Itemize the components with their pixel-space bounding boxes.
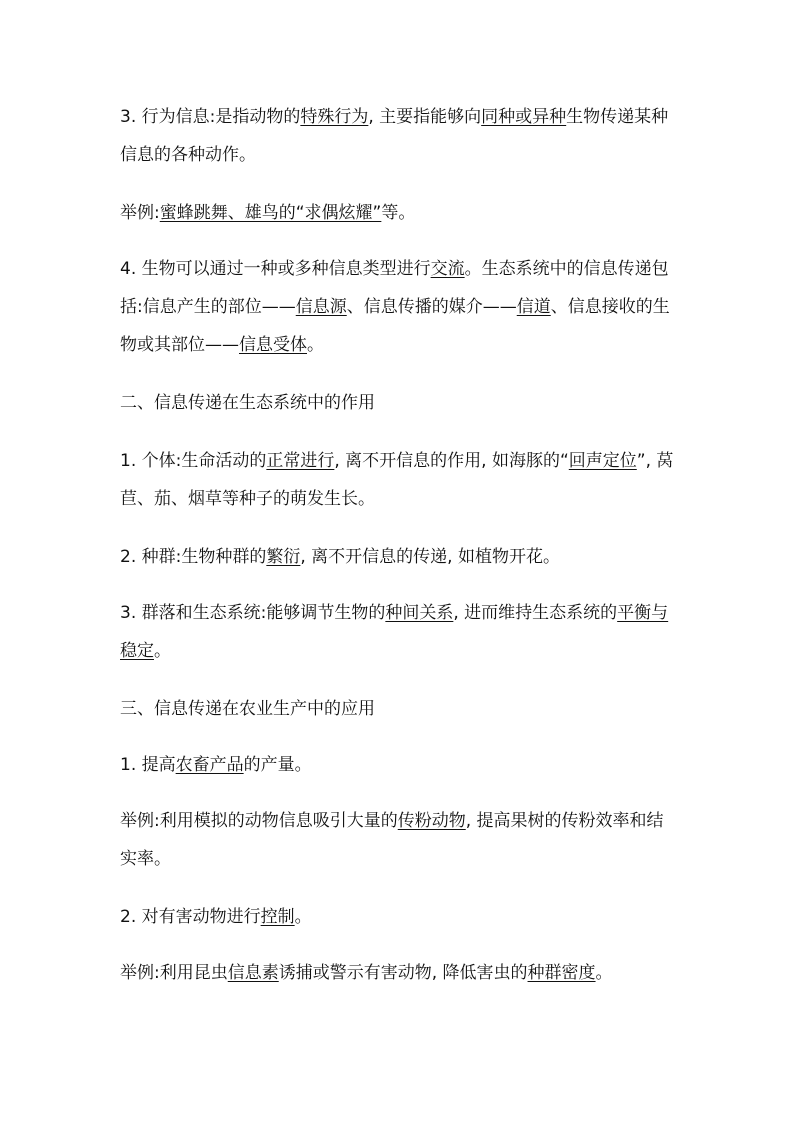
text: , 离不开信息的传递, 如植物开花。 <box>300 547 560 567</box>
underlined-text: 蜜蜂跳舞、雄鸟的“求偶炫耀” <box>159 203 382 223</box>
underlined-text: 种间关系 <box>385 603 454 623</box>
text: 、信息传播的媒介—— <box>346 297 517 317</box>
paragraph-pest-control <box>120 898 680 936</box>
underlined-text: 回声定位 <box>568 451 637 471</box>
underlined-text: 农畜产品 <box>175 755 244 775</box>
underlined-text: 平衡与稳定 <box>120 603 669 661</box>
text: 举例: <box>120 203 160 223</box>
underlined-text: 控制 <box>260 907 295 927</box>
underlined-text: 同种或异种 <box>481 107 567 127</box>
text: 2. 对有害动物进行 <box>120 907 261 927</box>
text: 。 <box>307 335 324 355</box>
text: 2. 种群:生物种群的 <box>120 547 267 567</box>
underlined-text: 信道 <box>516 297 551 317</box>
text: 。 <box>294 907 312 927</box>
text: 3. 行为信息:是指动物的 <box>120 107 301 127</box>
underlined-text: 种群密度 <box>527 963 596 983</box>
text: 1. 个体:生命活动的 <box>120 451 267 471</box>
underlined-text: 信息素 <box>227 963 279 983</box>
text: , 离不开信息的作用, 如海豚的“ <box>334 451 569 471</box>
underlined-text: 传粉动物 <box>397 811 466 831</box>
text: , 提高果树的传粉效率和结实率。 <box>120 811 664 869</box>
text: 、信息接收的生物或其部位—— <box>120 297 670 355</box>
text: , 进而维持生态系统的 <box>453 603 618 623</box>
text: 生物传递某种信息的各种动作。 <box>120 107 669 165</box>
underlined-text: 信息源 <box>295 297 347 317</box>
underlined-text: 交流 <box>430 259 465 279</box>
text: , 主要指能够向 <box>368 107 482 127</box>
heading-text: 二、信息传递在生态系统中的作用 <box>120 393 375 413</box>
paragraph-increase-yield <box>120 746 680 784</box>
underlined-text: 繁衍 <box>266 547 301 567</box>
paragraph-example-2 <box>120 802 680 878</box>
text: 3. 群落和生态系统:能够调节生物的 <box>120 603 386 623</box>
underlined-text: 特殊行为 <box>300 107 369 127</box>
text: 1. 提高 <box>120 755 176 775</box>
paragraph-individual <box>120 442 680 518</box>
underlined-text: 信息受体 <box>239 335 307 355</box>
underlined-text: 正常进行 <box>266 451 335 471</box>
text: 等。 <box>381 203 416 223</box>
paragraph-info-transfer-components <box>120 250 680 364</box>
text: 举例:利用昆虫 <box>120 963 228 983</box>
heading-text: 三、信息传递在农业生产中的应用 <box>120 699 375 719</box>
text: 诱捕或警示有害动物, 降低害虫的 <box>278 963 528 983</box>
text: ”, 莴苣、茄、烟草等种子的萌发生长。 <box>120 451 674 509</box>
text: 。生态系统中的信息传递包括:信息产生的部位—— <box>120 259 669 317</box>
text: 。 <box>154 641 171 661</box>
section-heading-2 <box>120 384 680 422</box>
paragraph-example-1 <box>120 194 680 232</box>
text: 4. 生物可以通过一种或多种信息类型进行 <box>120 259 431 279</box>
paragraph-behavior-info <box>120 98 680 174</box>
section-heading-3 <box>120 690 680 728</box>
paragraph-community <box>120 594 680 670</box>
paragraph-population <box>120 538 680 576</box>
text: 举例:利用模拟的动物信息吸引大量的 <box>120 811 398 831</box>
paragraph-example-3 <box>120 954 680 992</box>
text: 的产量。 <box>243 755 312 775</box>
text: 。 <box>595 963 613 983</box>
